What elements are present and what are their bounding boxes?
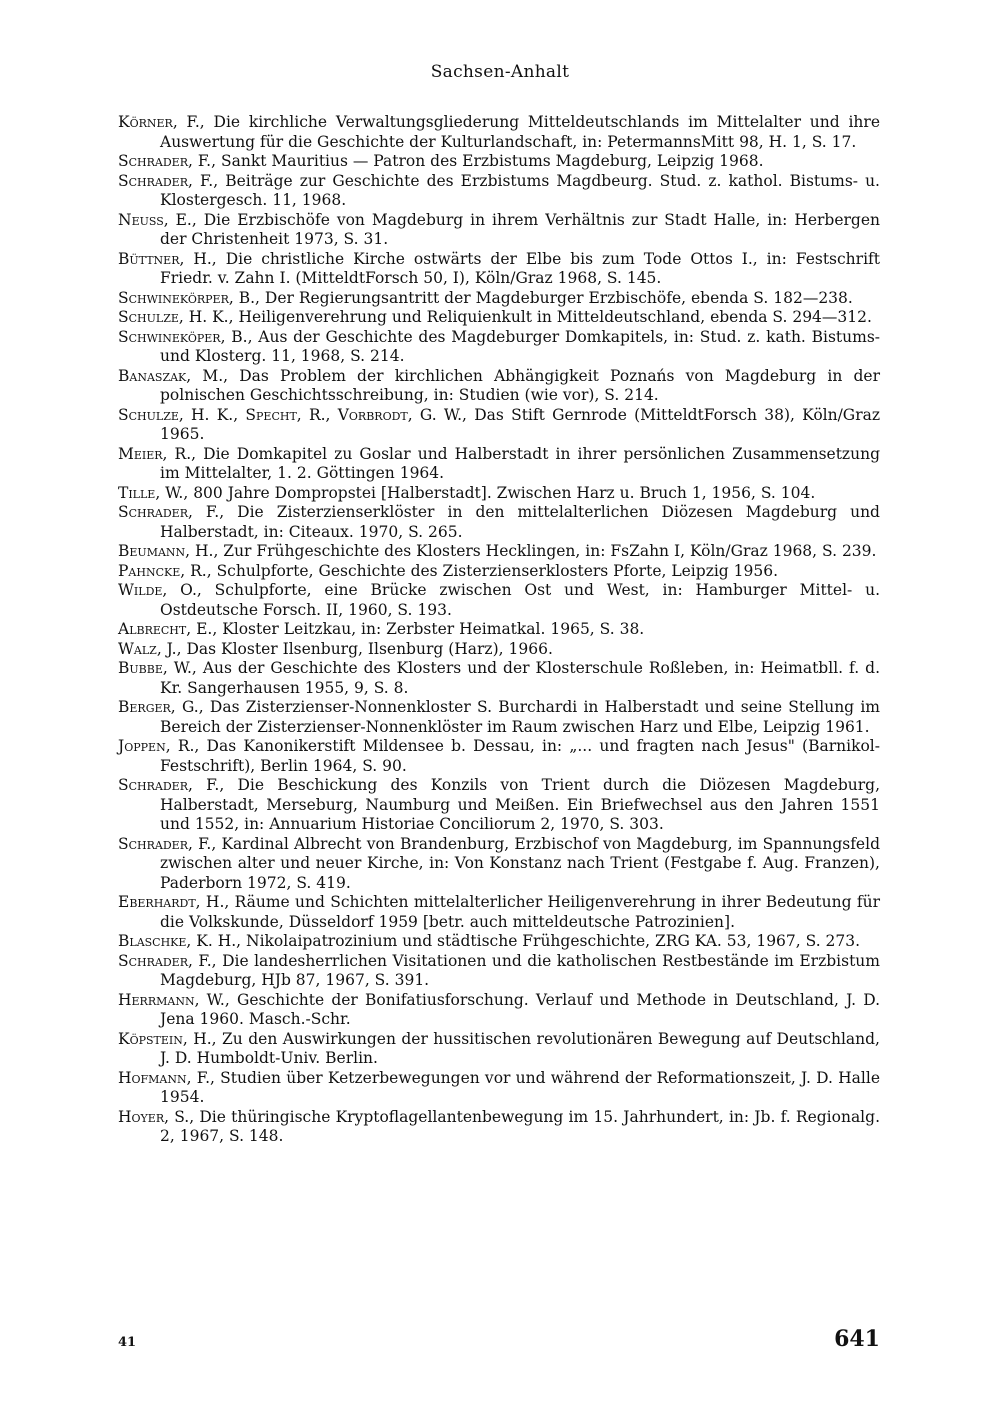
bibliography-entry bbox=[118, 991, 880, 1030]
bibliography-entry bbox=[118, 698, 880, 737]
entry-text: Zur Frühgeschichte des Klosters Hecklingen, in: FsZahn I, Köln/Graz 1968, S. 239. bbox=[218, 542, 877, 560]
bibliography-entry bbox=[118, 835, 880, 894]
entry-text: Die kirchliche Verwaltungsgliederung Mitteldeutschlands im Mittelalter und ihre Auswertung für die Geschichte der Kulturlandschaft, in: PetermannsMitt 98, H. 1, S. 17. bbox=[160, 113, 880, 151]
bibliography-entry bbox=[118, 250, 880, 289]
entry-author: Schwinekörper, B., bbox=[118, 288, 260, 307]
entry-author: Schulze, H. K., Specht, R., Vorbrodt, G. W., bbox=[118, 405, 467, 424]
bibliography-entry bbox=[118, 211, 880, 250]
page-number: 641 bbox=[834, 1326, 880, 1352]
bibliography-entry bbox=[118, 542, 880, 562]
entry-author: Köpstein, H., bbox=[118, 1029, 217, 1048]
bibliography-entry bbox=[118, 640, 880, 660]
entry-text: Das Kloster Ilsenburg, Ilsenburg (Harz), 1966. bbox=[181, 639, 553, 658]
entry-author: Herrmann, W., bbox=[118, 990, 230, 1009]
entry-author: Berger, G., bbox=[118, 698, 204, 716]
entry-text: Schulpforte, eine Brücke zwischen Ost und West, in: Hamburger Mittel- u. Ostdeutsche Forsch. II, 1960, S. 193. bbox=[160, 581, 881, 619]
entry-text: Die Zisterzienserklöster in den mittelalterlichen Diözesen Magdeburg und Halberstadt, in: Citeaux. 1970, S. 265. bbox=[160, 503, 880, 541]
entry-author: Eberhardt, H., bbox=[118, 893, 230, 911]
entry-author: Joppen, R., bbox=[118, 737, 200, 755]
entry-author: Walz, J., bbox=[118, 639, 182, 658]
entry-text: Sankt Mauritius — Patron des Erzbistums Magdeburg, Leipzig 1968. bbox=[216, 152, 764, 170]
entry-text: 800 Jahre Dompropstei [Halberstadt]. Zwischen Harz u. Bruch 1, 1956, S. 104. bbox=[188, 483, 816, 502]
entry-text: Die Beschickung des Konzils von Trient durch die Diözesen Magdeburg, Halberstadt, Merseburg, Naumburg und Meißen. Ein Briefwechsel aus den Jahren 1551 und 1552, in: Annuarium Historiae Conciliorum 2, 1970, S. 303. bbox=[160, 776, 880, 833]
bibliography-entry bbox=[118, 562, 880, 582]
entry-text: Aus der Geschichte des Magdeburger Domkapitels, in: Stud. z. kath. Bistums- und Klosterg. 11, 1968, S. 214. bbox=[160, 327, 881, 365]
entry-text: Nikolaipatrozinium und städtische Frühgeschichte, ZRG KA. 53, 1967, S. 273. bbox=[241, 932, 861, 950]
bibliography-entry bbox=[118, 581, 880, 620]
entry-text: Die Erzbischöfe von Magdeburg in ihrem Verhältnis zur Stadt Halle, in: Herbergen der Christenheit 1973, S. 31. bbox=[160, 210, 881, 248]
bibliography-entry bbox=[118, 406, 880, 445]
bibliography-entry bbox=[118, 367, 880, 406]
running-header: Sachsen-Anhalt bbox=[430, 62, 570, 82]
entry-text: Studien über Ketzerbewegungen vor und während der Reformationszeit, J. D. Halle 1954. bbox=[160, 1068, 880, 1106]
entry-author: Hofmann, F., bbox=[118, 1068, 215, 1087]
entry-text: Das Stift Gernrode (MitteldtForsch 38), Köln/Graz 1965. bbox=[160, 405, 881, 443]
entry-text: Räume und Schichten mittelalterlicher Heiligenverehrung in ihrer Bedeutung für die Volkskunde, Düsseldorf 1959 [betr. auch mitteldeutsche Patrozinien]. bbox=[160, 893, 880, 931]
bibliography-list bbox=[118, 113, 880, 1147]
entry-text: Die Domkapitel zu Goslar und Halberstadt in ihrer persönlichen Zusammensetzung im Mittelalter, 1. 2. Göttingen 1964. bbox=[160, 444, 880, 482]
entry-text: Kloster Leitzkau, in: Zerbster Heimatkal. 1965, S. 38. bbox=[217, 620, 645, 638]
bibliography-entry bbox=[118, 503, 880, 542]
entry-author: Pahncke, R., bbox=[118, 561, 212, 580]
entry-text: Das Kanonikerstift Mildensee b. Dessau, in: „... und fragten nach Jesus" (Barnikol-Festschrift), Berlin 1964, S. 90. bbox=[160, 737, 880, 775]
entry-text: Zu den Auswirkungen der hussitischen revolutionären Bewegung auf Deutschland, J. D. Humboldt-Univ. Berlin. bbox=[160, 1029, 880, 1067]
entry-author: Schrader, F., bbox=[118, 776, 225, 794]
entry-author: Schrader, F., bbox=[118, 152, 217, 170]
signature-mark: 41 bbox=[118, 1335, 137, 1350]
entry-author: Tille, W., bbox=[118, 483, 189, 502]
entry-author: Meier, R., bbox=[118, 444, 197, 463]
entry-text: Kardinal Albrecht von Brandenburg, Erzbischof von Magdeburg, im Spannungsfeld zwischen alter und neuer Kirche, in: Von Konstanz nach Trient (Festgabe f. Aug. Franzen), Paderborn 1972, S. 419. bbox=[160, 834, 880, 892]
entry-author: Blaschke, K. H., bbox=[118, 932, 242, 950]
entry-author: Schrader, F., bbox=[118, 171, 219, 190]
entry-author: Banaszak, M., bbox=[118, 366, 229, 385]
bibliography-entry bbox=[118, 893, 880, 932]
entry-author: Wilde, O., bbox=[118, 581, 202, 599]
bibliography-entry bbox=[118, 113, 880, 152]
entry-author: Albrecht, E., bbox=[118, 620, 218, 638]
entry-text: Der Regierungsantritt der Magdeburger Erzbischöfe, ebenda S. 182—238. bbox=[259, 288, 853, 307]
entry-author: Büttner, H., bbox=[118, 249, 217, 268]
entry-text: Das Problem der kirchlichen Abhängigkeit Poznańs von Magdeburg in der polnischen Geschichtsschreibung, in: Studien (wie vor), S. 214. bbox=[160, 366, 880, 404]
entry-author: Schrader, F., bbox=[118, 503, 225, 521]
bibliography-entry bbox=[118, 659, 880, 698]
bibliography-entry bbox=[118, 620, 880, 640]
bibliography-entry bbox=[118, 308, 880, 328]
entry-author: Neuss, E., bbox=[118, 210, 197, 229]
entry-author: Bubbe, W., bbox=[118, 659, 197, 677]
bibliography-entry bbox=[118, 952, 880, 991]
entry-text: Aus der Geschichte des Klosters und der Klosterschule Roßleben, in: Heimatbll. f. d. Kr. Sangerhausen 1955, 9, S. 8. bbox=[160, 659, 880, 697]
bibliography-entry bbox=[118, 776, 880, 835]
bibliography-entry bbox=[118, 1030, 880, 1069]
entry-text: Heiligenverehrung und Reliquienkult in Mitteldeutschland, ebenda S. 294—312. bbox=[233, 308, 872, 326]
entry-author: Schwineköper, B., bbox=[118, 327, 253, 346]
bibliography-entry bbox=[118, 1108, 880, 1147]
bibliography-entry bbox=[118, 152, 880, 172]
bibliography-entry bbox=[118, 289, 880, 309]
entry-author: Körner, F., bbox=[118, 113, 205, 131]
entry-author: Schulze, H. K., bbox=[118, 308, 234, 326]
entry-text: Die thüringische Kryptoflagellantenbewegung im 15. Jahrhundert, in: Jb. f. Regionalg. 2, 1967, S. 148. bbox=[160, 1107, 880, 1145]
entry-text: Die landesherrlichen Visitationen und die katholischen Restbestände im Erzbistum Magdeburg, HJb 87, 1967, S. 391. bbox=[160, 951, 880, 989]
entry-author: Hoyer, S., bbox=[118, 1107, 195, 1126]
bibliography-entry bbox=[118, 484, 880, 504]
entry-text: Das Zisterzienser-Nonnenkloster S. Burchardi in Halberstadt und seine Stellung im Bereich der Zisterzienser-Nonnenklöster im Raum zwischen Harz und Elbe, Leipzig 1961. bbox=[160, 698, 880, 736]
entry-text: Schulpforte, Geschichte des Zisterzienserklosters Pforte, Leipzig 1956. bbox=[211, 561, 779, 580]
bibliography-entry bbox=[118, 932, 880, 952]
bibliography-entry bbox=[118, 172, 880, 211]
bibliography-entry bbox=[118, 445, 880, 484]
bibliography-entry bbox=[118, 1069, 880, 1108]
entry-text: Geschichte der Bonifatiusforschung. Verlauf und Methode in Deutschland, J. D. Jena 1960. Masch.-Schr. bbox=[160, 990, 881, 1028]
bibliography-entry bbox=[118, 737, 880, 776]
entry-text: Beiträge zur Geschichte des Erzbistums Magdbeurg. Stud. z. kathol. Bistums- u. Klostergesch. 11, 1968. bbox=[160, 171, 880, 209]
bibliography-entry bbox=[118, 328, 880, 367]
entry-text: Die christliche Kirche ostwärts der Elbe bis zum Tode Ottos I., in: Festschrift Friedr. v. Zahn I. (MitteldtForsch 50, I), Köln/Graz 1968, S. 145. bbox=[160, 249, 880, 287]
entry-author: Schrader, F., bbox=[118, 951, 217, 970]
entry-author: Beumann, H., bbox=[118, 542, 219, 560]
entry-author: Schrader, F., bbox=[118, 834, 217, 853]
